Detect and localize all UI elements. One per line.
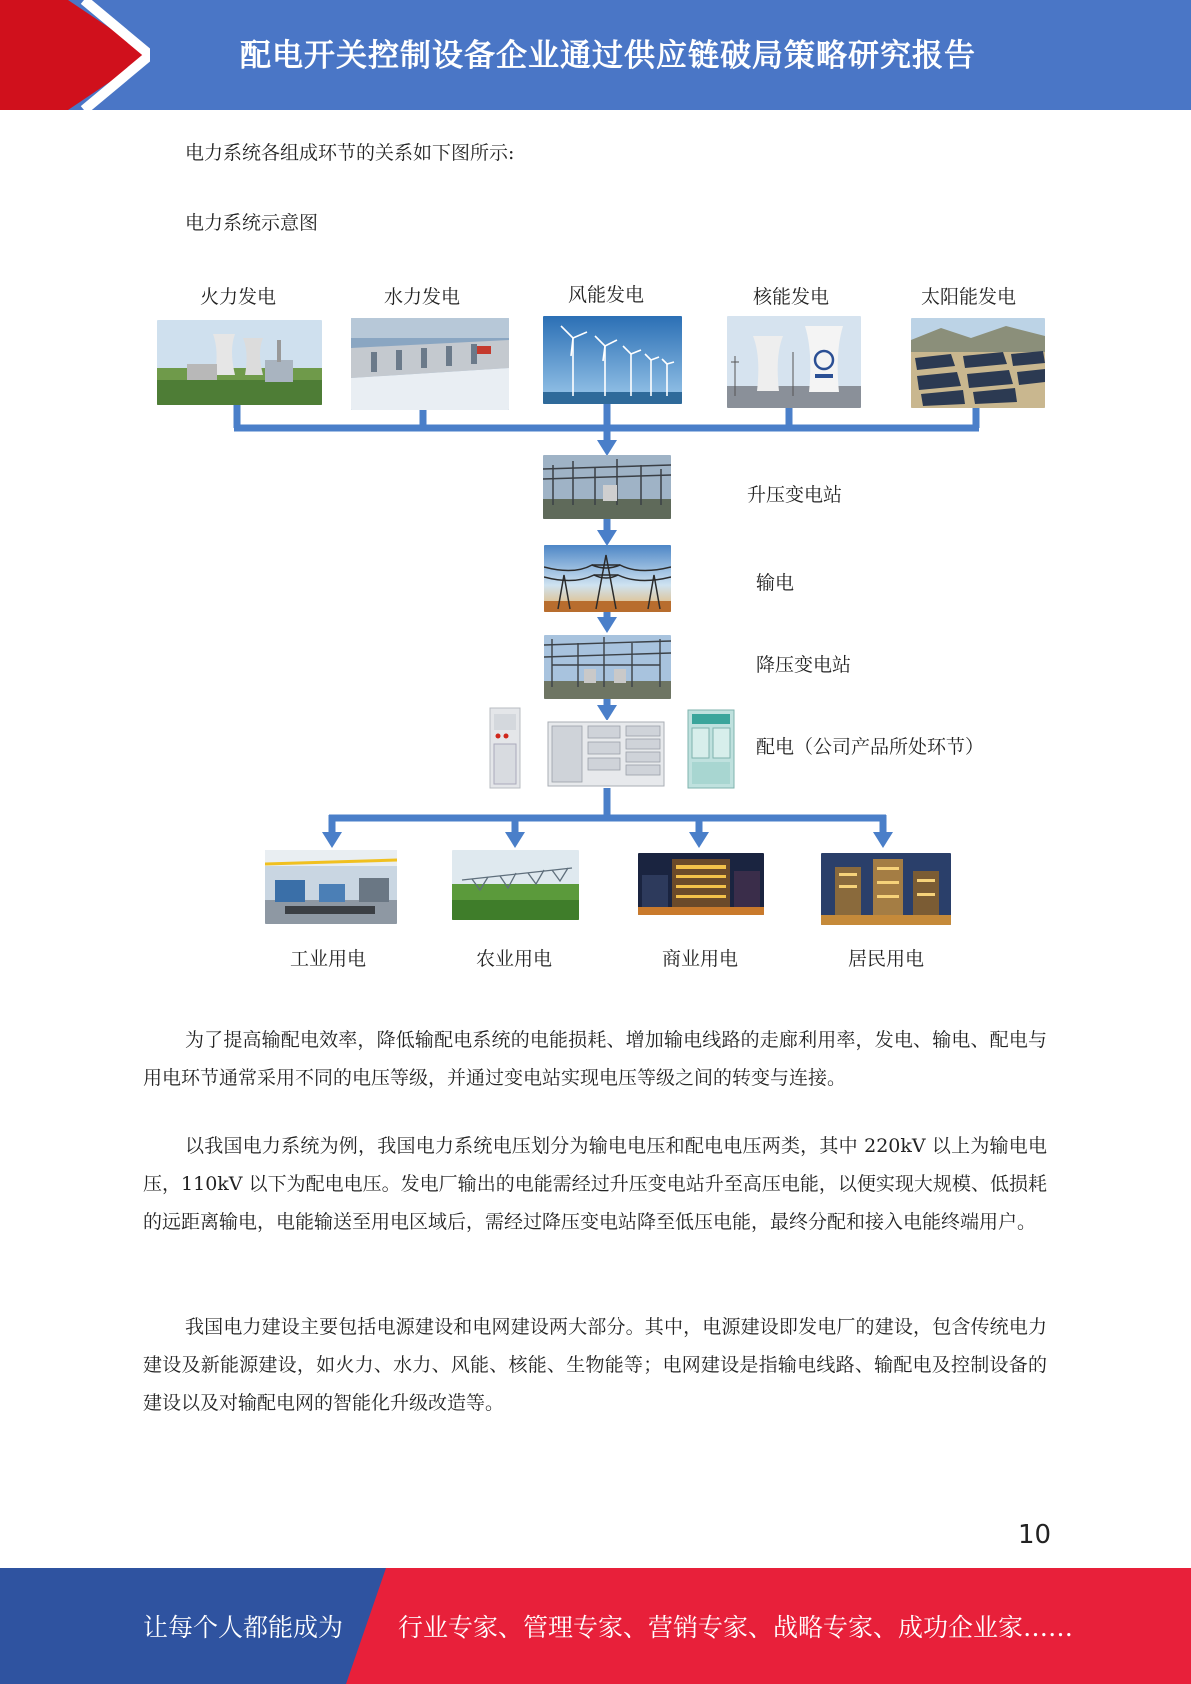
label-solar-power: 太阳能发电 <box>921 286 1017 308</box>
label-distribution: 配电（公司产品所处环节） <box>756 736 985 758</box>
label-wind-power: 风能发电 <box>568 284 645 306</box>
label-agricultural-use: 农业用电 <box>476 948 553 970</box>
footer-slogan-right: 行业专家、管理专家、营销专家、战略专家、成功企业家…… <box>398 1613 1074 1642</box>
body-paragraph-3: 我国电力建设主要包括电源建设和电网建设两大部分。其中，电源建设即发电厂的建设，包含传统电力建设及新能源建设，如火力、水力、风能、核能、生物能等；电网建设是指输电线路、输配电及控制设备的建设以及对输配电网的智能化升级改造等。 <box>143 1316 1047 1414</box>
solar-farm-image <box>911 318 1045 408</box>
intro-text: 电力系统各组成环节的关系如下图所示: <box>185 142 515 164</box>
hydro-dam-image <box>351 318 509 410</box>
step-up-substation-image <box>543 455 671 519</box>
label-nuclear-power: 核能发电 <box>753 286 830 308</box>
diagram-caption: 电力系统示意图 <box>185 212 319 234</box>
step-down-substation-image <box>544 635 671 699</box>
label-hydro-power: 水力发电 <box>384 286 461 308</box>
footer-slogan-left: 让每个人都能成为 <box>143 1613 344 1642</box>
thermal-plant-image <box>157 320 322 405</box>
label-commercial-use: 商业用电 <box>662 948 739 970</box>
body-paragraph-2: 以我国电力系统为例，我国电力系统电压划分为输电电压和配电电压两类，其中 220kV 以上为输电电压，110kV 以下为配电电压。发电厂输出的电能需经过升压变电站升至高压电能，以便实现大规模、低损耗的远距离输电，电能输送至用电区域后，需经过降压变电站降至低压电能，最终分配和接入电能终端用户。 <box>143 1135 1047 1233</box>
commercial-use-image <box>638 853 764 915</box>
report-title: 配电开关控制设备企业通过供应链破局策略研究报告 <box>240 38 976 74</box>
label-step-up-substation: 升压变电站 <box>747 484 843 506</box>
body-paragraph-1: 为了提高输配电效率，降低输配电系统的电能损耗、增加输电线路的走廊利用率，发电、输电、配电与用电环节通常采用不同的电压等级，并通过变电站实现电压等级之间的转变与连接。 <box>143 1029 1047 1089</box>
residential-use-image <box>821 853 951 925</box>
label-transmission: 输电 <box>756 572 795 594</box>
wind-farm-image <box>543 316 682 404</box>
label-step-down-substation: 降压变电站 <box>756 654 852 676</box>
nuclear-plant-image <box>727 316 861 408</box>
label-residential-use: 居民用电 <box>848 948 925 970</box>
label-industrial-use: 工业用电 <box>290 948 367 970</box>
switchgear-cabinet-left-image <box>486 706 524 790</box>
industrial-use-image <box>265 850 397 924</box>
label-thermal-power: 火力发电 <box>200 286 277 308</box>
agricultural-use-image <box>452 850 579 920</box>
page-footer <box>0 1568 1191 1684</box>
transmission-line-image <box>544 545 671 612</box>
page-number: 10 <box>1018 1520 1052 1550</box>
switchgear-cabinet-right-image <box>686 708 736 790</box>
switchgear-cabinet-center-image <box>546 720 666 788</box>
